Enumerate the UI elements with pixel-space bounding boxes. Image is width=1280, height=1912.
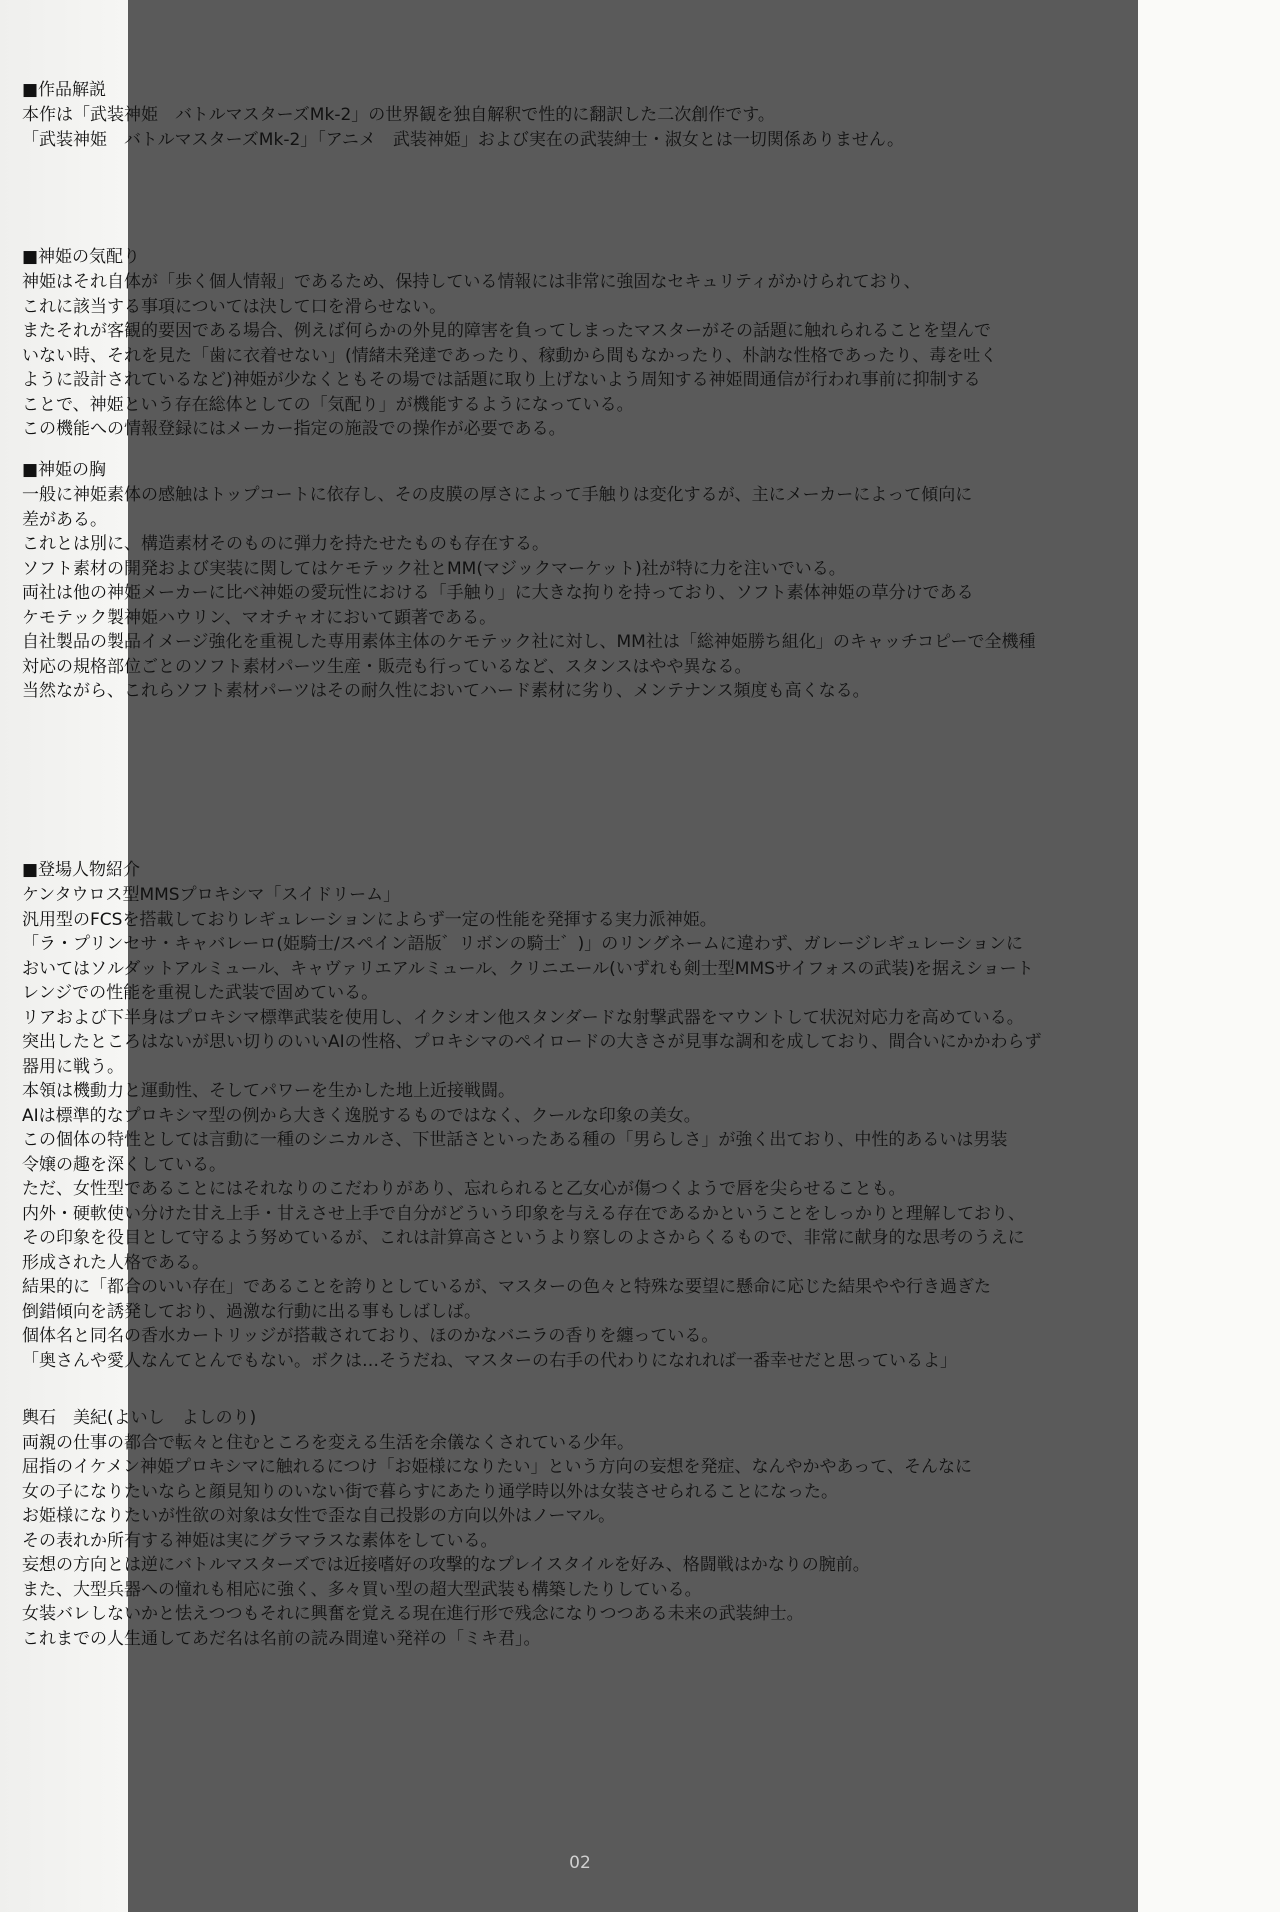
text-line: ケモテック製神姫ハウリン、マオチャオにおいて顕著である。 — [22, 607, 497, 628]
text-line: いない時、それを見た「歯に衣着せない」(情緒未発達であったり、稼動から間もなかったり、朴訥な性格であったり、毒を吐く — [22, 345, 998, 366]
text-line: 両社は他の神姫メーカーに比べ神姫の愛玩性における「手触り」に大きな拘りを持っており、ソフト素体神姫の草分けである — [22, 583, 974, 603]
section-body — [22, 1406, 1262, 1651]
text-line: 女の子になりたいならと顔見知りのいない街で暮らすにあたり通学時以外は女装させられることになった。 — [22, 1481, 838, 1502]
section-heading: ■登場人物紹介 — [22, 860, 141, 880]
text-line: 差がある。 — [22, 509, 107, 530]
text-line: またそれが客観的要因である場合、例えば何らかの外見的障害を負ってしまったマスターがその話題に触れられることを望んで — [22, 321, 991, 341]
text-line: 輿石 美紀(よいし よしのり) — [22, 1408, 257, 1428]
text-line: 倒錯傾向を誘発しており、過激な行動に出る事もしばしば。 — [22, 1301, 481, 1322]
section-body — [22, 270, 1262, 442]
text-line: 屈指のイケメン神姫プロキシマに触れるにつけ「お姫様になりたい」という方向の妄想を発症、なんやかやあって、そんなに — [22, 1457, 972, 1477]
section-body — [22, 883, 1262, 1373]
text-line: 当然ながら、これらソフト素材パーツはその耐久性においてハード素材に劣り、メンテナンス頻度も高くなる。 — [22, 681, 870, 701]
text-line: 対応の規格部位ごとのソフト素材パーツ生産・販売も行っているなど、スタンスはやや異なる。 — [22, 656, 752, 677]
text-line: 両親の仕事の都合で転々と住むところを変える生活を余儀なくされている少年。 — [22, 1432, 634, 1453]
section-shinki-consideration — [22, 245, 1262, 442]
text-line: 内外・硬軟使い分けた甘え上手・甘えさせ上手で自分がどういう印象を与える存在であるかということをしっかりと理解しており、 — [22, 1203, 1025, 1224]
section-body — [22, 103, 1262, 152]
text-line: 形成された人格である。 — [22, 1252, 209, 1273]
text-line: 一般に神姫素体の感触はトップコートに依存し、その皮膜の厚さによって手触りは変化するが、主にメーカーによって傾向に — [22, 485, 973, 505]
text-line: 本作は「武装神姫 バトルマスターズMk-2」の世界観を独自解釈で性的に翻訳した二次創作です。 — [22, 105, 775, 125]
document-content — [22, 0, 1262, 1912]
text-line: レンジでの性能を重視した武装で固めている。 — [22, 983, 379, 1003]
section-work-description — [22, 78, 1262, 152]
text-line: 女装バレしないかと怯えつつもそれに興奮を覚える現在進行形で残念になりつつある未来の武装紳士。 — [22, 1604, 804, 1624]
text-line: ソフト素材の開発および実装に関してはケモテック社とMM(マジックマーケット)社が特に力を注いでいる。 — [22, 558, 846, 579]
text-line: 結果的に「都合のいい存在」であることを誇りとしているが、マスターの色々と特殊な要望に懸命に応じた結果やや行き過ぎた — [22, 1277, 991, 1297]
text-line: その印象を役目として守るよう努めているが、これは計算高さというより察しのよさからくるもので、非常に献身的な思考のうえに — [22, 1228, 1025, 1248]
text-line: この機能への情報登録にはメーカー指定の施設での操作が必要である。 — [22, 419, 566, 439]
text-line: ケンタウロス型MMSプロキシマ「スイドリーム」 — [22, 885, 401, 905]
text-line: 本領は機動力と運動性、そしてパワーを生かした地上近接戦闘。 — [22, 1081, 515, 1101]
text-line: 令嬢の趣を深くしている。 — [22, 1154, 226, 1175]
text-line: リアおよび下半身はプロキシマ標準武装を使用し、イクシオン他スタンダードな射撃武器をマウントして状況対応力を高めている。 — [22, 1007, 1024, 1028]
page-number: 02 — [569, 1853, 591, 1873]
text-line: 神姫はそれ自体が「歩く個人情報」であるため、保持している情報には非常に強固なセキュリティがかけられており、 — [22, 272, 921, 292]
section-protagonist — [22, 1406, 1262, 1651]
text-line: 器用に戦う。 — [22, 1056, 124, 1077]
text-line: また、大型兵器への憧れも相応に強く、多々買い型の超大型武装も構築したりしている。 — [22, 1579, 702, 1600]
text-line: 汎用型のFCSを搭載しておりレギュレーションによらず一定の性能を発揮する実力派神姫。 — [22, 909, 717, 930]
text-line: これとは別に、構造素材そのものに弾力を持たせたものも存在する。 — [22, 534, 549, 554]
section-characters — [22, 858, 1262, 1373]
text-line: AIは標準的なプロキシマ型の例から大きく逸脱するものではなく、クールな印象の美女。 — [22, 1105, 701, 1126]
section-heading: ■神姫の気配り — [22, 247, 141, 267]
section-body — [22, 483, 1262, 704]
text-line: これまでの人生通してあだ名は名前の読み間違い発祥の「ミキ君」。 — [22, 1628, 541, 1649]
text-line: 妄想の方向とは逆にバトルマスターズでは近接嗜好の攻撃的なプレイスタイルを好み、格闘戦はかなりの腕前。 — [22, 1555, 870, 1575]
text-line: これに該当する事項については決して口を滑らせない。 — [22, 296, 447, 317]
text-line: 個体名と同名の香水カートリッジが搭載されており、ほのかなバニラの香りを纏っている。 — [22, 1326, 719, 1346]
section-heading: ■神姫の胸 — [22, 460, 107, 480]
section-heading: ■作品解説 — [22, 80, 107, 100]
text-line: 「武装神姫 バトルマスターズMk-2」「アニメ 武装神姫」および実在の武装紳士・淑女とは一切関係ありません。 — [22, 129, 904, 150]
text-line: その表れか所有する神姫は実にグラマラスな素体をしている。 — [22, 1530, 498, 1551]
text-line: 「ラ・プリンセサ・キャバレーロ(姫騎士/スペイン語版゛リボンの騎士゛)」のリングネームに違わず、ガレージレギュレーションに — [22, 934, 1023, 954]
text-line: この個体の特性としては言動に一種のシニカルさ、下世話さといったある種の「男らしさ」が強く出ており、中性的あるいは男装 — [22, 1130, 1008, 1150]
text-line: 自社製品の製品イメージ強化を重視した専用素体主体のケモテック社に対し、MM社は「総神姫勝ち組化」のキャッチコピーで全機種 — [22, 632, 1036, 652]
section-shinki-chest — [22, 458, 1262, 704]
text-line: ことで、神姫という存在総体としての「気配り」が機能するようになっている。 — [22, 394, 634, 415]
text-line: 「奥さんや愛人なんてとんでもない。ボクは…そうだね、マスターの右手の代わりになれれば一番幸せだと思っているよ」 — [22, 1350, 957, 1371]
text-line: おいてはソルダットアルミュール、キャヴァリエアルミュール、クリニエール(いずれも剣士型MMSサイフォスの武装)を据えショート — [22, 958, 1034, 979]
text-line: お姫様になりたいが性欲の対象は女性で歪な自己投影の方向以外はノーマル。 — [22, 1506, 616, 1526]
text-line: ように設計されているなど)神姫が少なくともその場では話題に取り上げないよう周知する神姫間通信が行われ事前に抑制する — [22, 370, 981, 390]
text-line: 突出したところはないが思い切りのいいAIの性格、プロキシマのペイロードの大きさが見事な調和を成しており、間合いにかかわらず — [22, 1032, 1042, 1052]
text-line: ただ、女性型であることにはそれなりのこだわりがあり、忘れられると乙女心が傷つくようで唇を尖らせることも。 — [22, 1179, 906, 1199]
